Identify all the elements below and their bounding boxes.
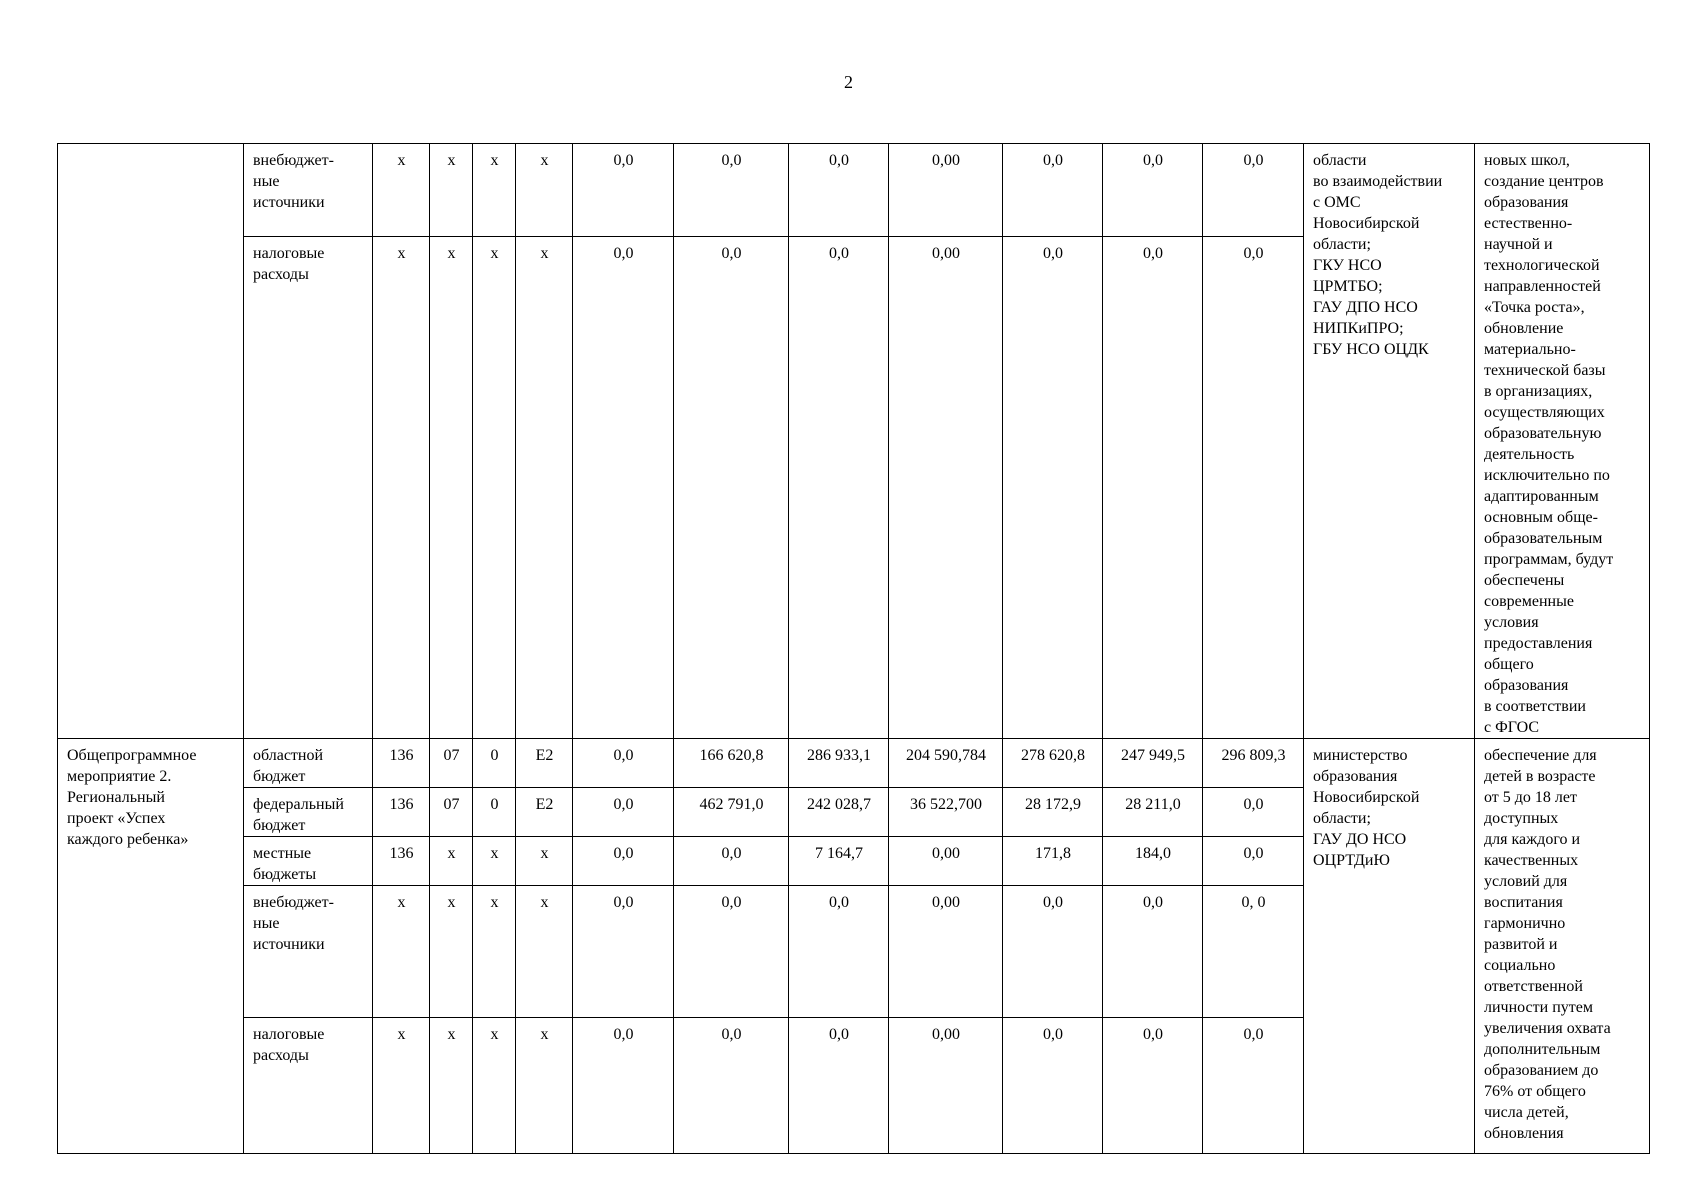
budget-code-cell: x	[473, 886, 516, 1018]
budget-code-cell: x	[373, 1018, 430, 1154]
budget-code-cell: x	[430, 886, 473, 1018]
budget-code-cell: 0	[473, 739, 516, 788]
expected-result-cell: новых школ, создание центров образования естественно- научной и технологической направленностей «Точка роста», обновление материально- технической базы в организациях, осуществляющих образовательную деятельность исключительно по адаптированным основным обще- образовательным программам, будут обеспечены современные условия предоставления общего образования в соответствии с ФГОС	[1475, 144, 1650, 739]
funding-source-cell: областной бюджет	[244, 739, 373, 788]
executors-cell: министерство образования Новосибирской области; ГАУ ДО НСО ОЦРТДиЮ	[1304, 739, 1475, 1154]
amount-cell: 0,0	[1003, 1018, 1103, 1154]
amount-cell: 296 809,3	[1203, 739, 1304, 788]
amount-cell: 0,0	[789, 886, 889, 1018]
executors-cell: области во взаимодействии с ОМС Новосибирской области; ГКУ НСО ЦРМТБО; ГАУ ДПО НСО НИПКиПРО; ГБУ НСО ОЦДК	[1304, 144, 1475, 739]
amount-cell: 0,0	[789, 236, 889, 738]
funding-source-cell: налоговые расходы	[244, 1018, 373, 1154]
amount-cell: 0,0	[573, 144, 674, 237]
budget-code-cell: x	[430, 1018, 473, 1154]
amount-cell: 0,0	[573, 739, 674, 788]
amount-cell: 0,0	[674, 1018, 789, 1154]
budget-code-cell: 07	[430, 788, 473, 837]
budget-code-cell: x	[516, 837, 573, 886]
amount-cell: 0,0	[674, 236, 789, 738]
budget-code-cell: x	[373, 886, 430, 1018]
amount-cell: 0,00	[889, 236, 1003, 738]
amount-cell: 0,0	[1203, 837, 1304, 886]
amount-cell: 0,0	[1203, 1018, 1304, 1154]
amount-cell: 0,00	[889, 144, 1003, 237]
budget-code-cell: x	[473, 837, 516, 886]
amount-cell: 171,8	[1003, 837, 1103, 886]
amount-cell: 0,0	[674, 144, 789, 237]
amount-cell: 0,0	[789, 1018, 889, 1154]
amount-cell: 28 172,9	[1003, 788, 1103, 837]
budget-code-cell: x	[430, 144, 473, 237]
amount-cell: 0,00	[889, 886, 1003, 1018]
table-body	[58, 144, 1650, 1154]
amount-cell: 0,0	[1103, 144, 1203, 237]
funding-source-cell: местные бюджеты	[244, 837, 373, 886]
budget-code-cell: 136	[373, 837, 430, 886]
table-row	[58, 144, 1650, 237]
budget-code-cell: 07	[430, 739, 473, 788]
amount-cell: 0,0	[674, 837, 789, 886]
budget-code-cell: Е2	[516, 739, 573, 788]
amount-cell: 0,0	[573, 886, 674, 1018]
amount-cell: 0, 0	[1203, 886, 1304, 1018]
budget-code-cell: x	[430, 837, 473, 886]
amount-cell: 286 933,1	[789, 739, 889, 788]
amount-cell: 0,0	[1103, 886, 1203, 1018]
amount-cell: 0,0	[1003, 144, 1103, 237]
amount-cell: 0,0	[573, 236, 674, 738]
budget-code-cell: x	[516, 144, 573, 237]
amount-cell: 247 949,5	[1103, 739, 1203, 788]
budget-code-cell: 0	[473, 788, 516, 837]
amount-cell: 0,0	[1203, 236, 1304, 738]
budget-code-cell: x	[373, 236, 430, 738]
program-events-table	[57, 143, 1650, 1154]
amount-cell: 36 522,700	[889, 788, 1003, 837]
amount-cell: 0,0	[789, 144, 889, 237]
budget-code-cell: x	[473, 144, 516, 237]
budget-code-cell: x	[473, 1018, 516, 1154]
funding-source-cell: внебюджет- ные источники	[244, 886, 373, 1018]
funding-source-cell: федеральный бюджет	[244, 788, 373, 837]
budget-code-cell: 136	[373, 739, 430, 788]
amount-cell: 0,00	[889, 837, 1003, 886]
amount-cell: 0,00	[889, 1018, 1003, 1154]
page-number: 2	[844, 72, 853, 92]
amount-cell: 0,0	[573, 837, 674, 886]
budget-code-cell: x	[516, 236, 573, 738]
budget-code-cell: x	[473, 236, 516, 738]
budget-code-cell: x	[516, 886, 573, 1018]
amount-cell: 462 791,0	[674, 788, 789, 837]
event-name-cell	[58, 144, 244, 739]
amount-cell: 204 590,784	[889, 739, 1003, 788]
budget-code-cell: x	[516, 1018, 573, 1154]
amount-cell: 278 620,8	[1003, 739, 1103, 788]
amount-cell: 0,0	[1103, 236, 1203, 738]
amount-cell: 0,0	[1003, 236, 1103, 738]
amount-cell: 184,0	[1103, 837, 1203, 886]
expected-result-cell: обеспечение для детей в возрасте от 5 до 18 лет доступных для каждого и качественных условий для воспитания гармонично развитой и социально ответственной личности путем увеличения охвата дополнительным образованием до 76% от общего числа детей, обновления	[1475, 739, 1650, 1154]
amount-cell: 0,0	[1103, 1018, 1203, 1154]
event-name-cell: Общепрограммное мероприятие 2. Региональный проект «Успех каждого ребенка»	[58, 739, 244, 1154]
budget-code-cell: Е2	[516, 788, 573, 837]
amount-cell: 0,0	[1203, 788, 1304, 837]
amount-cell: 0,0	[1003, 886, 1103, 1018]
amount-cell: 0,0	[1203, 144, 1304, 237]
budget-code-cell: 136	[373, 788, 430, 837]
funding-source-cell: налоговые расходы	[244, 236, 373, 738]
table-row	[58, 739, 1650, 788]
funding-source-cell: внебюджет- ные источники	[244, 144, 373, 237]
budget-code-cell: x	[430, 236, 473, 738]
amount-cell: 0,0	[573, 1018, 674, 1154]
amount-cell: 0,0	[674, 886, 789, 1018]
amount-cell: 0,0	[573, 788, 674, 837]
amount-cell: 7 164,7	[789, 837, 889, 886]
amount-cell: 166 620,8	[674, 739, 789, 788]
budget-code-cell: x	[373, 144, 430, 237]
amount-cell: 242 028,7	[789, 788, 889, 837]
amount-cell: 28 211,0	[1103, 788, 1203, 837]
